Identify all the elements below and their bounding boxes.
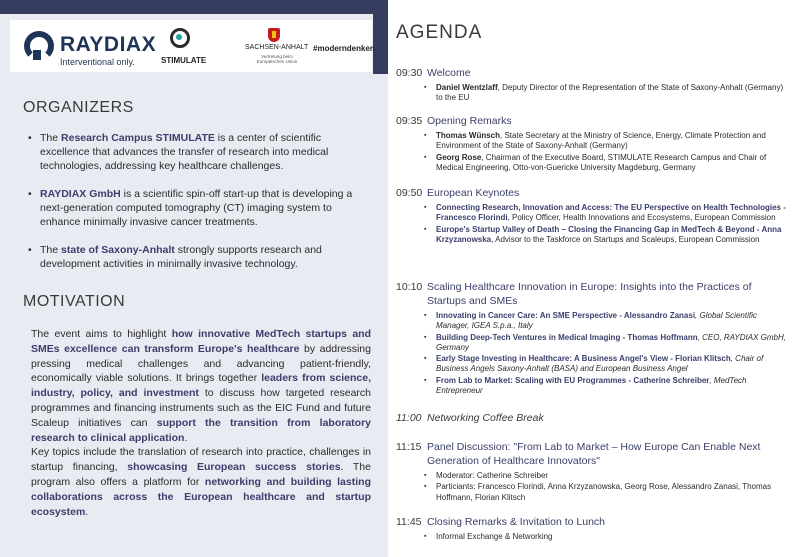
keynote-title: Connecting Research, Innovation and Access: The EU Perspective on Health Technologies - Francesco Florindi <box>436 203 786 223</box>
raydiax-logo-stem <box>33 50 41 60</box>
raydiax-tagline: Interventional only. <box>60 57 135 67</box>
stimulate-logo-dot <box>176 34 182 40</box>
agenda-title: Welcome <box>427 67 471 79</box>
speaker-item <box>396 153 791 174</box>
organizers-list <box>24 131 364 285</box>
keynote-title: Europe's Startup Valley of Death – Closing the Financing Gap in MedTech & Beyond - Anna Krzyzanowska <box>436 224 782 244</box>
organizer-text: The <box>40 244 62 256</box>
speaker-role: , State Secretary at the Ministry of Science, Energy, Climate Protection and Environment of the State of Saxony-Anhalt (Germany) <box>436 131 766 151</box>
speaker-name: Georg Rose <box>436 152 482 162</box>
stimulate-logo-name: STIMULATE <box>161 56 207 65</box>
speaker-name: Thomas Wünsch <box>436 131 501 140</box>
motivation-text: . The program also offers a platform for <box>31 461 371 488</box>
motivation-highlight: how innovative MedTech startups and SMEs excellence can transform Europe's healthcare <box>31 328 372 355</box>
hashtag: #moderndenken <box>313 44 375 53</box>
agenda-title: European Keynotes <box>427 187 520 199</box>
keynote-list <box>396 203 791 245</box>
agenda-time: 10:10 <box>396 281 423 293</box>
organizer-name: Research Campus STIMULATE <box>61 132 215 144</box>
presentation-item <box>396 333 791 354</box>
agenda-title: Networking Coffee Break <box>427 412 544 424</box>
agenda-item-scaling <box>396 280 791 397</box>
speaker-role: , Deputy Director of the Representation of the State of Saxony-Anhalt (Germany) to the EU <box>436 83 784 103</box>
presentation-item <box>396 354 791 375</box>
motivation-text: by addressing pressing medical challenges and advancing patient-friendly, economically viable solutions. It brings together <box>31 342 371 385</box>
keynote-role: , Advisor to the Taskforce on Startups and Scaleups, European Commission <box>491 234 760 244</box>
motivation-text: . <box>184 431 188 444</box>
saxony-logo-name: SACHSEN-ANHALT <box>245 44 309 51</box>
organizer-item <box>24 243 364 271</box>
agenda-time: 09:30 <box>396 67 423 79</box>
panel-moderator: ▪ Moderator: Catherine Schreiber <box>396 471 791 481</box>
speaker-list <box>396 83 791 104</box>
motivation-highlight: support the transition from laboratory research to clinical application <box>31 416 372 444</box>
presentation-title: Early Stage Investing in Healthcare: A Business Angel's View - Florian Klitsch <box>436 354 731 364</box>
agenda-item-coffee <box>396 411 791 425</box>
motivation-highlight: leaders from science, industry, policy, and investment <box>31 372 372 400</box>
organizer-text: is a center of scientific excellence that advances the transfer of research into medical technologies, addressing key healthcare challenges. <box>40 132 329 172</box>
presentation-title: From Lab to Market: Scaling with EU Programmes - Catherine Schreiber <box>436 375 710 385</box>
motivation-highlight: networking and building lasting collaborations across the European healthcare and startup ecosystem <box>31 475 371 518</box>
motivation-text: to discuss how targeted research programmes and financing instruments such as the EIC Fund and future Scaleup initiatives can <box>31 387 372 429</box>
closing-list <box>396 532 791 542</box>
speaker-item <box>396 131 791 152</box>
motivation-paragraph <box>31 445 371 519</box>
agenda-item-header <box>396 66 791 80</box>
agenda-time: 11:45 <box>396 516 422 528</box>
motivation-text: . <box>85 505 89 518</box>
agenda-item-keynotes <box>396 186 791 246</box>
agenda-item-closing <box>396 515 791 543</box>
agenda-item-welcome <box>396 66 791 105</box>
agenda-time: 09:35 <box>396 115 423 127</box>
closing-note: ▪ Informal Exchange & Networking <box>396 532 791 542</box>
organizer-text: strongly supports research and development activities in minimally invasive technology. <box>40 244 322 270</box>
saxony-crest-detail <box>272 31 276 38</box>
presentation-role: , MedTech Entrepreneur <box>436 375 747 396</box>
organizer-item <box>24 131 364 173</box>
organizer-name: state of Saxony-Anhalt <box>61 244 175 256</box>
agenda-time: 11:15 <box>396 441 422 453</box>
agenda-item-opening <box>396 114 791 174</box>
panel-list <box>396 471 791 503</box>
agenda-title: Opening Remarks <box>427 115 512 127</box>
agenda-heading: AGENDA <box>396 22 483 43</box>
motivation-text: Key topics include the translation of research into practice, challenges in startup financing, <box>31 446 371 474</box>
agenda-item-header <box>396 280 791 308</box>
presentation-item <box>396 376 791 397</box>
organizer-text: The <box>40 132 62 144</box>
agenda-item-header <box>396 114 791 128</box>
agenda-time: 11:00 <box>396 412 422 424</box>
presentation-title: Innovating in Cancer Care: An SME Perspective - Alessandro Zanasi <box>436 311 696 320</box>
motivation-text: The event aims to highlight <box>31 328 172 340</box>
keynote-item <box>396 203 791 224</box>
keynote-role: , Policy Officer, Health Innovations and Ecosystems, European Commission <box>507 213 776 223</box>
organizers-heading: ORGANIZERS <box>23 99 134 116</box>
panel-participants: ▪ Particiants: Francesco Florindi, Anna Krzyzanowska, Georg Rose, Alessandro Zanasi, Thomas Hoffmann, Florian Klitsch <box>396 482 791 503</box>
agenda-item-header <box>396 186 791 200</box>
presentation-role: , CEO, RAYDIAX GmbH, Germany <box>436 332 786 352</box>
presentation-item <box>396 311 791 332</box>
agenda-item-header <box>396 440 791 468</box>
agenda-title: Closing Remarks & Invitation to Lunch <box>427 516 606 528</box>
header-band-edge <box>373 0 388 74</box>
organizer-name: RAYDIAX GmbH <box>40 188 121 200</box>
organizer-text: is a scientific spin-off start-up that is developing a next-generation computed tomography (CT) imaging system to enhance minimally invasive cancer treatments. <box>40 188 353 228</box>
speaker-role: , Chairman of the Executive Board, STIMULATE Research Campus and Chair of Medical Engineering, Otto-von-Guericke University Magdeburg, Germany <box>436 152 767 172</box>
agenda-item-panel <box>396 440 791 504</box>
speaker-list <box>396 131 791 173</box>
presentation-role: , Chair of Business Angels Saxony-Anhalt (BASA) and European Business Angel <box>436 354 764 374</box>
agenda-item-header <box>396 411 791 425</box>
agenda-title: Scaling Healthcare Innovation in Europe: Insights into the Practices of Startups and SMEs <box>427 281 752 307</box>
motivation-heading: MOTIVATION <box>23 293 126 310</box>
motivation-paragraph <box>31 327 371 445</box>
presentation-role: , Global Scientific Manager, IGEA S.p.a., Italy <box>436 311 757 331</box>
keynote-item <box>396 225 791 246</box>
speaker-item <box>396 83 791 104</box>
presentation-list <box>396 311 791 396</box>
raydiax-logo-name: RAYDIAX <box>60 33 157 56</box>
agenda-item-header <box>396 515 791 529</box>
saxony-logo-subtitle: Vertretung beim Europäischen Union <box>256 54 298 64</box>
organizer-item <box>24 187 364 229</box>
speaker-name: Daniel Wentzlaff <box>436 83 498 92</box>
header-band <box>0 0 388 14</box>
motivation-body <box>31 327 371 519</box>
logo-bar <box>10 20 375 72</box>
presentation-title: Building Deep-Tech Ventures in Medical Imaging - Thomas Hoffmann <box>436 332 698 342</box>
motivation-highlight: showcasing European success stories <box>127 461 341 474</box>
agenda-title: Panel Discussion: "From Lab to Market – How Europe Can Enable Next Generation of Healthcare Innovators" <box>427 441 761 467</box>
agenda-time: 09:50 <box>396 187 423 199</box>
